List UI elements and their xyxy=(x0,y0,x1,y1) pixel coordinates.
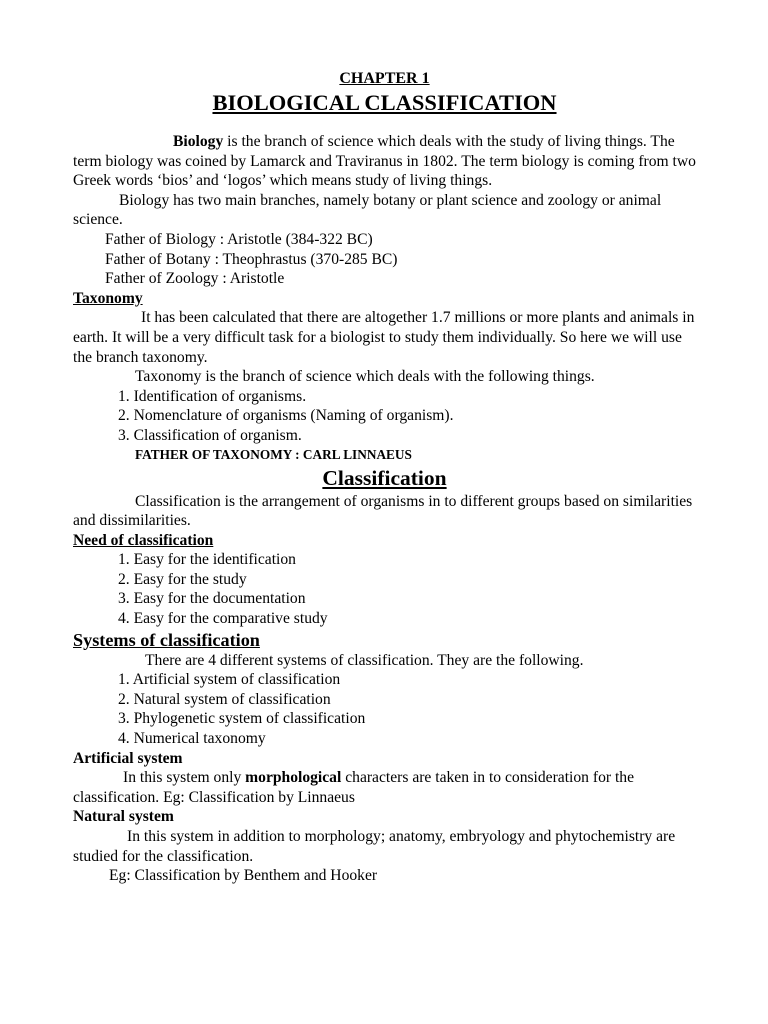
systems-heading: Systems of classification xyxy=(73,629,260,650)
intro-text: is the branch of science which deals with the study of living things. The term biology was coined by Lamarck and Traviranus in 1802. The term biology is coming from two Greek words ‘bios’ and ‘logos’ which means study of living things. xyxy=(73,133,696,190)
artificial-text-post: characters are taken in to consideration for the classification. Eg: Classification by Linnaeus xyxy=(73,769,635,806)
list-item: 2. Natural system of classification xyxy=(118,690,331,708)
taxonomy-list xyxy=(73,387,696,446)
classification-heading: Classification xyxy=(322,465,447,490)
taxonomy-paragraph-1: It has been calculated that there are altogether 1.7 millions or more plants and animals in earth. It will be a very difficult task for a biologist to study them individually. So here we will use the branch taxonomy. xyxy=(73,309,695,366)
list-item: 2. Nomenclature of organisms (Naming of organism). xyxy=(118,407,454,425)
list-item: 4. Easy for the comparative study xyxy=(118,610,328,628)
artificial-bold-term: morphological xyxy=(245,769,342,787)
chapter-label: CHAPTER 1 xyxy=(339,70,430,87)
list-item: 3. Classification of organism. xyxy=(118,426,302,444)
father-biology: Father of Biology : Aristotle (384-322 BC) xyxy=(105,230,373,248)
father-of-taxonomy: FATHER OF TAXONOMY : CARL LINNAEUS xyxy=(135,446,412,462)
need-list xyxy=(73,550,696,628)
branches-paragraph: Biology has two main branches, namely botany or plant science and zoology or animal science. xyxy=(73,191,662,229)
father-botany: Father of Botany : Theophrastus (370-285 BC) xyxy=(105,250,398,268)
natural-heading: Natural system xyxy=(73,808,174,826)
list-item: 3. Easy for the documentation xyxy=(118,590,306,608)
taxonomy-paragraph-2: Taxonomy is the branch of science which deals with the following things. xyxy=(135,368,595,386)
artificial-paragraph xyxy=(73,768,696,807)
list-item: 3. Phylogenetic system of classification xyxy=(118,710,366,728)
list-item: 1. Artificial system of classification xyxy=(118,671,341,689)
artificial-heading: Artificial system xyxy=(73,749,183,767)
list-item: 1. Identification of organisms. xyxy=(118,387,307,405)
intro-term: Biology xyxy=(173,133,224,150)
systems-list xyxy=(73,670,696,748)
classification-paragraph: Classification is the arrangement of organisms in to different groups based on similarities and dissimilarities. xyxy=(73,492,693,530)
list-item: 4. Numerical taxonomy xyxy=(118,730,266,748)
natural-paragraph: In this system in addition to morphology; anatomy, embryology and phytochemistry are studied for the classification. xyxy=(73,828,676,865)
intro-paragraph xyxy=(73,132,696,191)
page-title: BIOLOGICAL CLASSIFICATION xyxy=(212,90,557,115)
list-item: 1. Easy for the identification xyxy=(118,551,296,569)
need-heading: Need of classification xyxy=(73,531,214,549)
taxonomy-heading: Taxonomy xyxy=(73,289,143,307)
systems-paragraph: There are 4 different systems of classification. They are the following. xyxy=(145,651,584,669)
artificial-text-pre: In this system only xyxy=(123,769,246,787)
father-zoology: Father of Zoology : Aristotle xyxy=(105,270,285,288)
natural-example: Eg: Classification by Benthem and Hooker xyxy=(109,867,378,885)
list-item: 2. Easy for the study xyxy=(118,570,247,588)
